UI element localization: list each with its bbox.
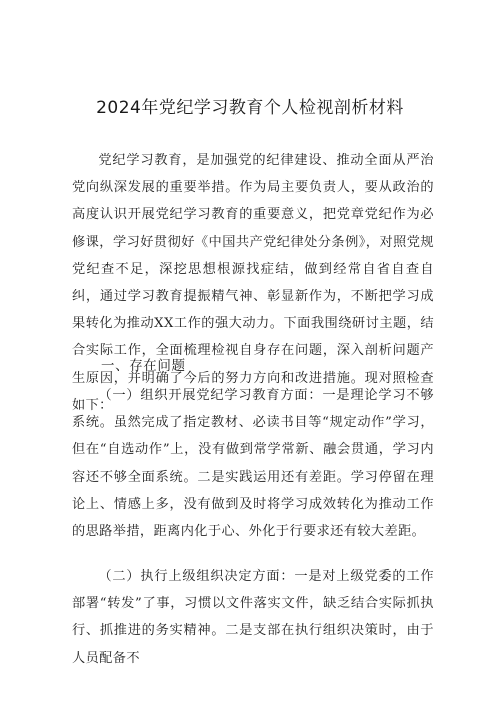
section-heading: 一、存在问题 (101, 358, 186, 374)
paragraph-study-education: （一）组织开展党纪学习教育方面：一是理论学习不够系统。虽然完成了指定教材、必读书目等“规定动作”学习，但在“自选动作”上，没有做到常学常新、融会贯通，学习内容还不够全面系统。二是实践运用还有差距。学习停留在理论上、情感上多，没有做到及时将学习成效转化为推动工作的思路举措，距离内化于心、外化于行要求还有较大差距。 (72, 388, 434, 540)
paragraph-execution: （二）执行上级组织决定方面：一是对上级党委的工作部署“转发”了事，习惯以文件落实文件，缺乏结合实际抓执行、抓推进的务实精神。二是支部在执行组织决策时，由于人员配备不 (72, 569, 434, 666)
intro-paragraph: 党纪学习教育，是加强党的纪律建设、推动全面从严治党向纵深发展的重要举措。作为局主要负责人，要从政治的高度认识开展党纪学习教育的重要意义，把党章党纪作为必修课，学习好贯彻好《中国共产党纪律处分条例》，对照党规党纪查不足，深挖思想根源找症结，做到经常自省自查自纠，通过学习教育提振精气神、彰显新作为，不断把学习成果转化为推动XX工作的强大动力。下面我围绕研讨主题，结合实际工作，全面梳理检视自身存在问题，深入剖析问题产生原因，并明确了今后的努力方向和改进措施。现对照检查如下： (72, 153, 434, 413)
document-title: 2024年党纪学习教育个人检视剖析材料 (96, 98, 404, 118)
